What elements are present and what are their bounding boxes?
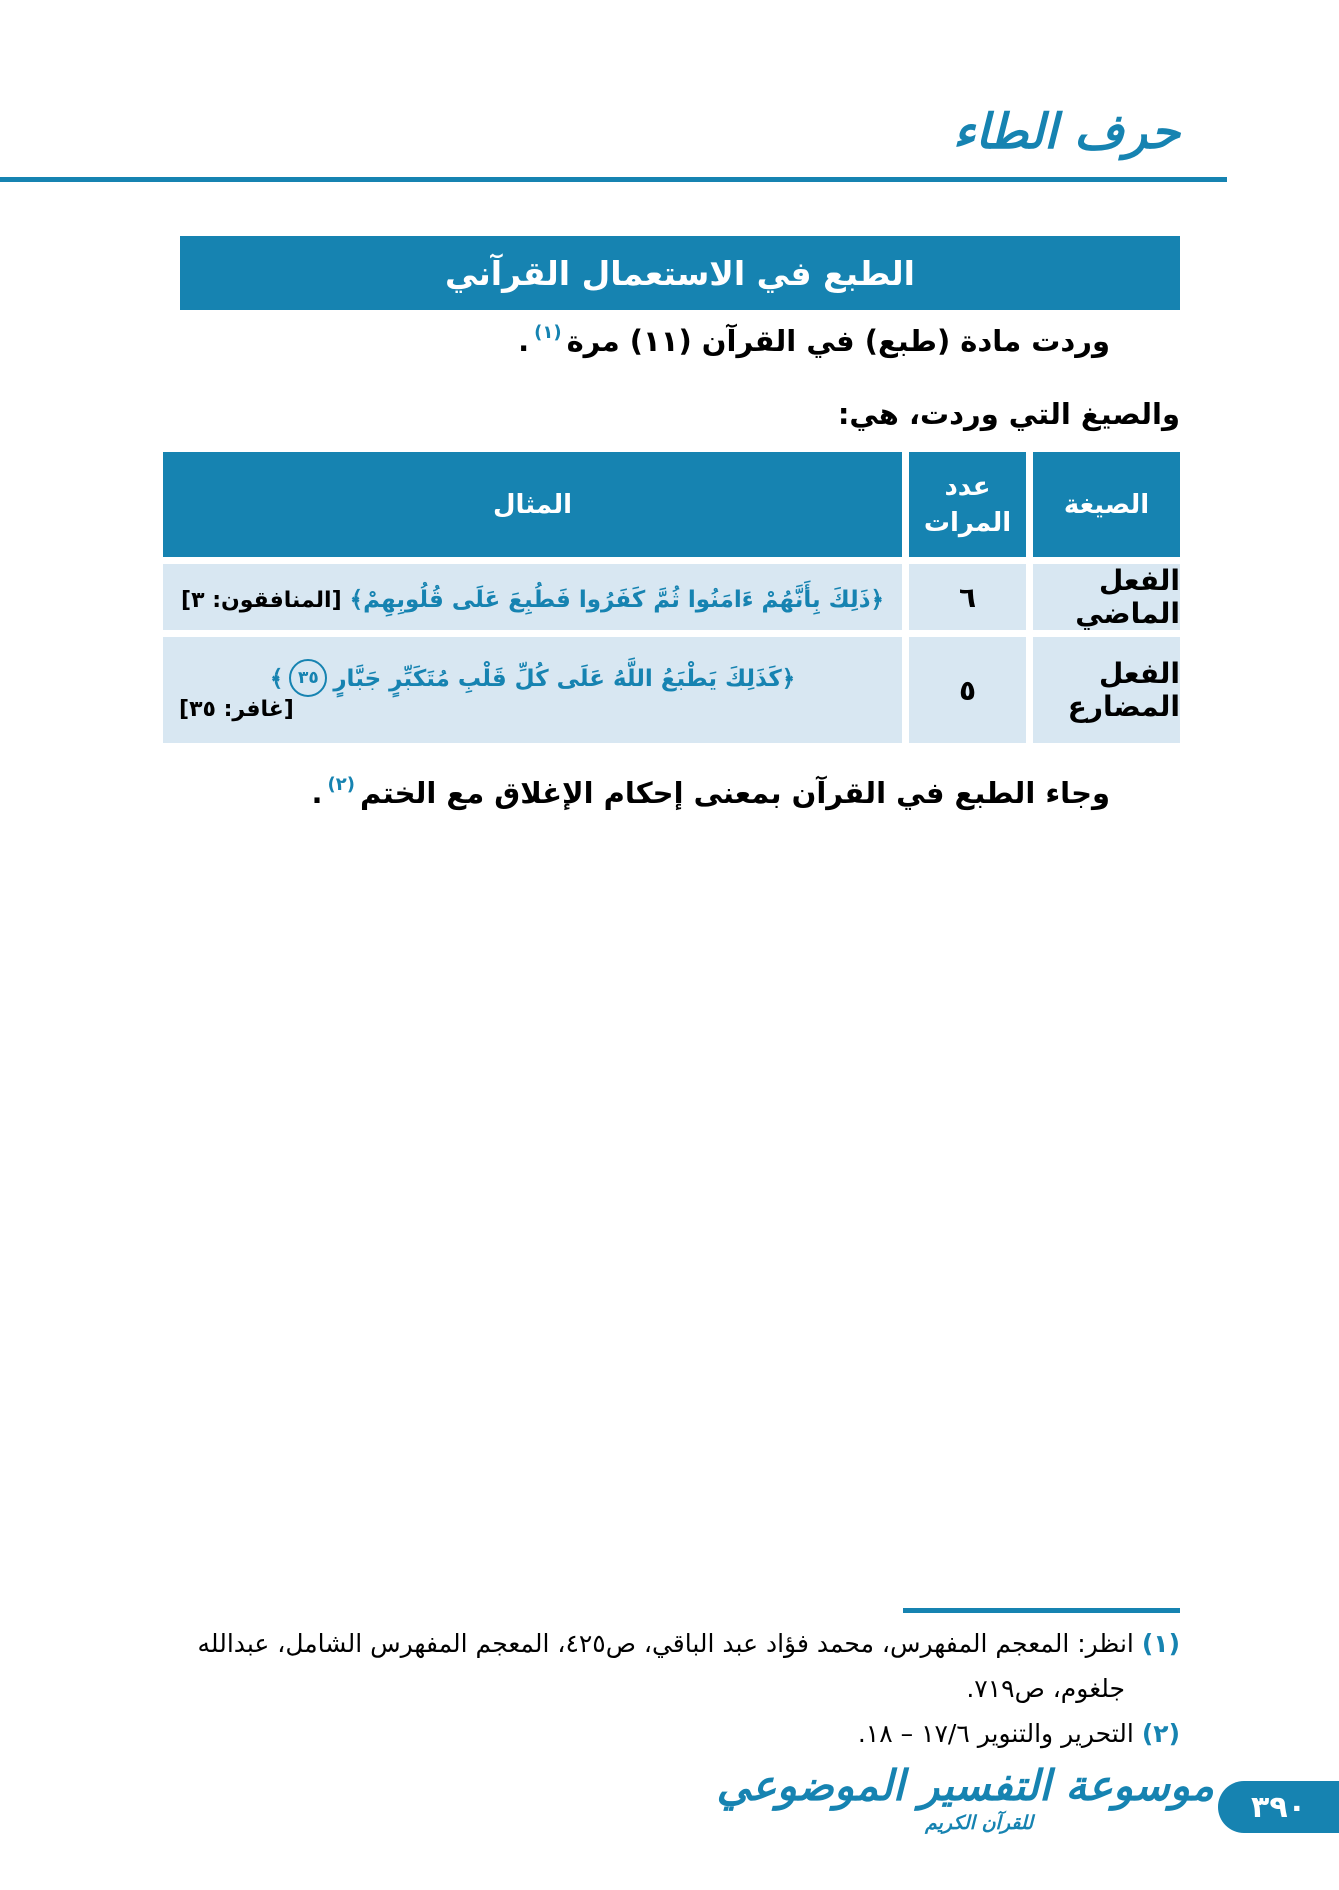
quran-verse: ﴿كَذَلِكَ يَطْبَعُ اللَّهُ عَلَى كُلِّ قَلْبِ مُتَكَبِّرٍ جَبَّارٍ (333, 665, 796, 692)
table-row-1-form: الفعل الماضي (1033, 564, 1180, 630)
page-number: ٣٩٠ (1251, 1789, 1306, 1825)
closing-period: . (311, 776, 323, 810)
verse-close-bracket: ﴾ (269, 665, 284, 692)
footnote-separator (903, 1608, 1180, 1613)
section-banner-title: الطبع في الاستعمال القرآني (445, 253, 915, 293)
publisher-logo-sub: للقرآن الكريم (925, 1812, 1033, 1835)
table-header-form: الصيغة (1033, 452, 1180, 557)
verse-line (173, 659, 892, 697)
footnote-2 (159, 1711, 1180, 1756)
footnote-2-marker: (٢) (1141, 1719, 1180, 1748)
ayah-number-mark: ٣٥ (289, 659, 327, 697)
section-banner (180, 236, 1180, 310)
table-row-2-count: ٥ (909, 637, 1026, 743)
footnote-1-text: انظر: المعجم المفهرس، محمد فؤاد عبد الباقي، ص٤٢٥، المعجم المفهرس الشامل، عبدالله جلغوم، ص٧١٩. (197, 1629, 1134, 1703)
table-header-count: عدد المرات (909, 452, 1026, 557)
footnotes (159, 1621, 1180, 1756)
intro-text: وردت مادة (طبع) في القرآن (١١) مرة (566, 324, 1110, 358)
verse-reference: [المنافقون: ٣] (181, 587, 342, 613)
table-row-2-form: الفعل المضارع (1033, 637, 1180, 743)
footnote-1-marker: (١) (1141, 1629, 1180, 1658)
footnote-ref-2: (٢) (327, 774, 355, 795)
intro-period: . (518, 324, 530, 358)
verse-reference: [غافر: ٣٥] (179, 696, 294, 722)
quran-verse: ﴿ذَلِكَ بِأَنَّهُمْ ءَامَنُوا ثُمَّ كَفَرُوا فَطُبِعَ عَلَى قُلُوبِهِمْ﴾ (349, 586, 884, 613)
verse-line (173, 581, 892, 614)
publisher-logo (716, 1761, 1214, 1835)
chapter-title: حرف الطاء (952, 104, 1180, 160)
publisher-logo-main: موسوعة التفسير الموضوعي (716, 1761, 1214, 1810)
closing-sentence (159, 770, 1180, 821)
intro-paragraph (159, 318, 1180, 437)
footnote-2-text: التحرير والتنوير ١٧/٦ – ١٨. (857, 1719, 1134, 1748)
table-header-example: المثال (163, 452, 902, 557)
intro-line-1 (159, 318, 1180, 369)
intro-line-2: والصيغ التي وردت، هي: (837, 397, 1180, 431)
usage-table (163, 452, 1180, 743)
footnote-ref-1: (١) (534, 322, 562, 343)
page-number-badge (1218, 1781, 1339, 1833)
table-row-2-example (163, 637, 902, 743)
closing-text: وجاء الطبع في القرآن بمعنى إحكام الإغلاق مع الختم (360, 776, 1110, 810)
table-row-1-example (163, 564, 902, 630)
table-row-1-count: ٦ (909, 564, 1026, 630)
footnote-1 (159, 1621, 1180, 1711)
header-rule (0, 177, 1227, 182)
